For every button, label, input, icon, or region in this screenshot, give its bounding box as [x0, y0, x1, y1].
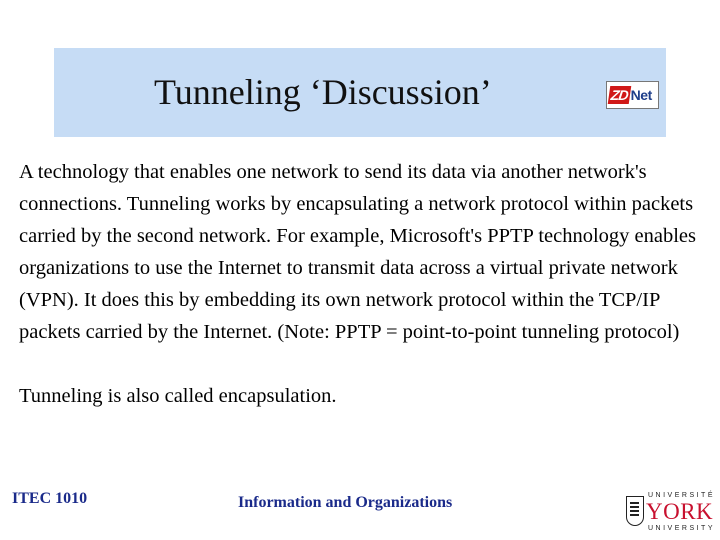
- york-university-logo: [622, 488, 716, 536]
- york-logo-lower: UNIVERSITY: [648, 525, 716, 532]
- york-logo-name: YORK: [646, 499, 714, 524]
- footer-course-code: ITEC 1010: [12, 490, 88, 507]
- slide-body: [19, 156, 709, 412]
- footer-course-title: Information and Organizations: [238, 494, 453, 511]
- title-band: [54, 48, 666, 137]
- body-paragraph-alias: Tunneling is also called encapsulation.: [19, 385, 337, 407]
- zdnet-logo-net: Net: [630, 87, 652, 103]
- york-logo-upper: UNIVERSITÉ: [648, 492, 716, 499]
- body-paragraph-definition: A technology that enables one network to send its data via another network's connections. Tunneling works by encapsulating a network protocol within packets carried by the second network. For example, Microsoft's PPTP technology enables organizations to use the Internet to transmit data across a virtual private network (VPN). It does this by embedding its own network protocol within the TCP/IP packets carried by the Internet. (Note: PPTP = point-to-point tunneling protocol): [19, 161, 697, 343]
- zdnet-logo-zd: ZD: [608, 86, 631, 104]
- slide-title: Tunneling ‘Discussion’: [154, 72, 492, 112]
- york-crest-icon: [626, 496, 644, 526]
- zdnet-logo-icon: [606, 81, 659, 109]
